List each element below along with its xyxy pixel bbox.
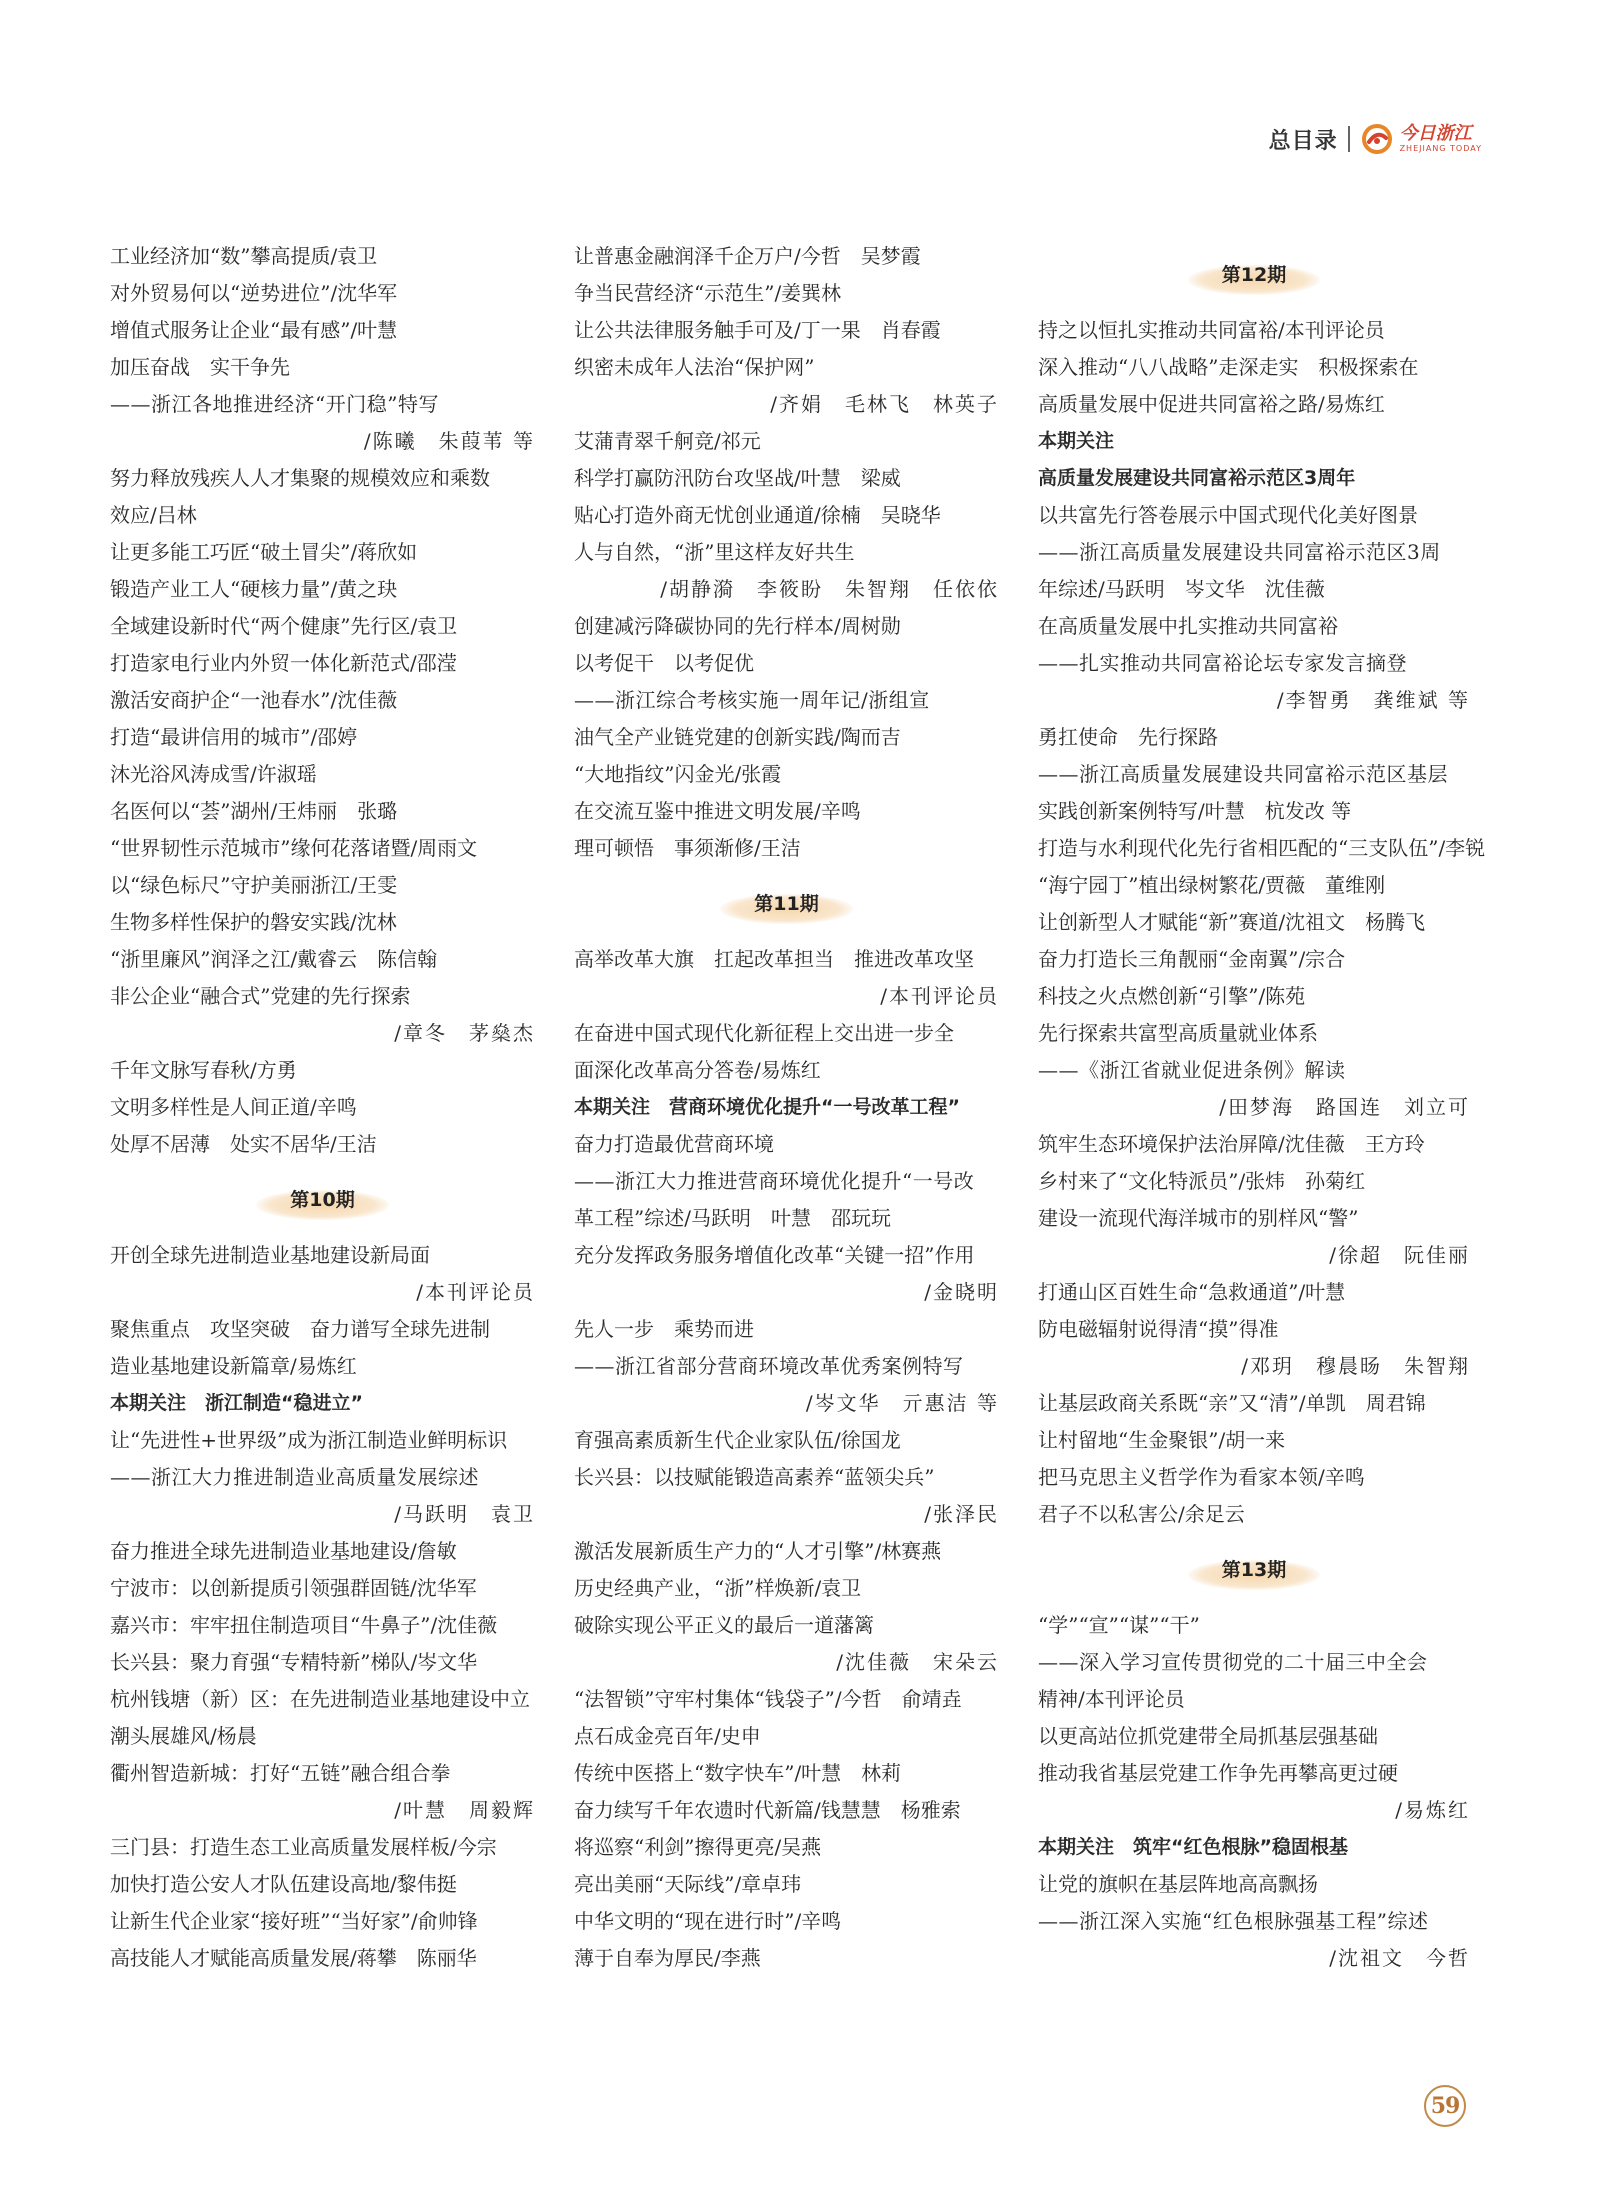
toc-entry: 处厚不居薄 处实不居华/王洁	[110, 1132, 377, 1156]
toc-entry: 长兴县：聚力育强“专精特新”梯队/岑文华	[110, 1650, 478, 1674]
toc-entry: 让村留地“生金聚银”/胡一来	[1038, 1428, 1286, 1452]
toc-entry: 精神/本刊评论员	[1038, 1687, 1185, 1711]
toc-entry: 先行探索共富型高质量就业体系	[1038, 1021, 1318, 1045]
toc-entry: 以考促干 以考促优	[574, 651, 754, 675]
toc-entry: 打造与水利现代化先行省相匹配的“三支队伍”/李锐	[1038, 836, 1486, 860]
toc-entry: 高质量发展中促进共同富裕之路/易炼红	[1038, 392, 1385, 416]
toc-entry: 革工程”综述/马跃明 叶慧 邵玩玩	[574, 1206, 891, 1230]
toc-feature-heading: 本期关注 浙江制造“稳进立”	[110, 1392, 363, 1414]
toc-entry: 传统中医搭上“数字快车”/叶慧 林莉	[574, 1761, 902, 1785]
toc-entry: 加压奋战 实干争先	[110, 355, 290, 379]
toc-entry: 理可顿悟 事须渐修/王洁	[574, 836, 801, 860]
issue-number-label: 第13期	[1188, 1554, 1320, 1586]
toc-entry: 育强高素质新生代企业家队伍/徐国龙	[574, 1428, 901, 1452]
toc-subtitle: ——浙江综合考核实施一周年记/浙组宣	[574, 688, 930, 712]
toc-entry: 让创新型人才赋能“新”赛道/沈祖文 杨腾飞	[1038, 910, 1426, 934]
toc-column-3	[1038, 238, 1486, 1977]
toc-author-line: /易炼红	[1395, 1798, 1470, 1822]
toc-entry: 奋力打造长三角靓丽“金南翼”/宗合	[1038, 947, 1346, 971]
toc-author-line: /胡静漪 李筱盼 朱智翔 任依依	[660, 577, 999, 601]
toc-entry: 亮出美丽“天际线”/章卓玮	[574, 1872, 802, 1896]
toc-entry: “世界韧性示范城市”缘何花落诸暨/周雨文	[110, 836, 478, 860]
toc-author-line: /叶慧 周毅辉	[394, 1798, 535, 1822]
toc-author-line: /沈佳薇 宋朵云	[836, 1650, 999, 1674]
toc-author-line: /陈曦 朱葭苇 等	[363, 429, 535, 453]
toc-author-line: /徐超 阮佳丽	[1329, 1243, 1470, 1267]
toc-entry: 生物多样性保护的磐安实践/沈林	[110, 910, 397, 934]
toc-entry: 衢州智造新城：打好“五链”融合组合拳	[110, 1761, 451, 1785]
toc-entry: 破除实现公平正义的最后一道藩篱	[574, 1613, 874, 1637]
issue-heading	[110, 1163, 535, 1237]
toc-subtitle: ——扎实推动共同富裕论坛专家发言摘登	[1038, 651, 1407, 675]
toc-entry: 艾蒲青翠千舸竞/祁元	[574, 429, 761, 453]
toc-entry: 以“绿色标尺”守护美丽浙江/王雯	[110, 873, 398, 897]
toc-entry: 持之以恒扎实推动共同富裕/本刊评论员	[1038, 318, 1385, 342]
toc-entry: 对外贸易何以“逆势进位”/沈华军	[110, 281, 398, 305]
toc-entry: 聚焦重点 攻坚突破 奋力谱写全球先进制	[110, 1317, 490, 1341]
toc-entry: 开创全球先进制造业基地建设新局面	[110, 1243, 430, 1267]
toc-entry: 沐光浴风涛成雪/许淑瑶	[110, 762, 317, 786]
toc-author-line: /沈祖文 今哲	[1329, 1946, 1470, 1970]
toc-entry: 君子不以私害公/余足云	[1038, 1502, 1245, 1526]
toc-entry: “浙里廉风”润泽之江/戴睿云 陈信翰	[110, 947, 438, 971]
toc-entry: 让党的旗帜在基层阵地高高飘扬	[1038, 1872, 1318, 1896]
toc-feature-heading: 本期关注	[1038, 430, 1115, 452]
toc-entry: 科技之火点燃创新“引擎”/陈苑	[1038, 984, 1306, 1008]
toc-author-line: /张泽民	[924, 1502, 999, 1526]
toc-subtitle: ——浙江大力推进营商环境优化提升“一号改	[574, 1169, 975, 1193]
toc-entry: 增值式服务让企业“最有感”/叶慧	[110, 318, 398, 342]
toc-entry: 科学打赢防汛防台攻坚战/叶慧 梁威	[574, 466, 901, 490]
toc-entry: 在奋进中国式现代化新征程上交出进一步全	[574, 1021, 954, 1045]
magazine-logo	[1360, 122, 1482, 156]
toc-entry: 织密未成年人法治“保护网”	[574, 355, 815, 379]
toc-entry: 工业经济加“数”攀高提质/袁卫	[110, 244, 378, 268]
toc-entry: 以更高站位抓党建带全局抓基层强基础	[1038, 1724, 1378, 1748]
toc-entry: 造业基地建设新篇章/易炼红	[110, 1354, 357, 1378]
toc-column-2	[574, 238, 999, 1977]
toc-entry: 充分发挥政务服务增值化改革“关键一招”作用	[574, 1243, 975, 1267]
page-number: 59	[1424, 2085, 1466, 2127]
toc-subtitle: ——浙江高质量发展建设共同富裕示范区3周	[1038, 540, 1441, 564]
issue-heading	[1038, 1533, 1470, 1607]
toc-entry: 效应/吕林	[110, 503, 197, 527]
toc-entry: 非公企业“融合式”党建的先行探索	[110, 984, 411, 1008]
toc-subtitle: ——浙江大力推进制造业高质量发展综述	[110, 1465, 479, 1489]
header-divider	[1348, 126, 1350, 152]
toc-entry: 高技能人才赋能高质量发展/蒋攀 陈丽华	[110, 1946, 477, 1970]
toc-entry: 奋力推进全球先进制造业基地建设/詹敏	[110, 1539, 457, 1563]
page-header	[1269, 122, 1482, 156]
toc-entry: 贴心打造外商无忧创业通道/徐楠 吴晓华	[574, 503, 941, 527]
toc-entry: 年综述/马跃明 岑文华 沈佳薇	[1038, 577, 1325, 601]
toc-author-line: /岑文华 亓惠洁 等	[805, 1391, 999, 1415]
toc-entry: 高举改革大旗 扛起改革担当 推进改革攻坚	[574, 947, 974, 971]
toc-entry: 面深化改革高分答卷/易炼红	[574, 1058, 821, 1082]
toc-entry: 让新生代企业家“接好班”“当好家”/俞帅锋	[110, 1909, 478, 1933]
toc-author-line: /马跃明 袁卫	[394, 1502, 535, 1526]
toc-entry: 激活发展新质生产力的“人才引擎”/林赛燕	[574, 1539, 942, 1563]
issue-number-label: 第12期	[1188, 259, 1320, 291]
toc-entry: 乡村来了“文化特派员”/张炜 孙菊红	[1038, 1169, 1366, 1193]
toc-entry: 将巡察“利剑”擦得更亮/吴燕	[574, 1835, 822, 1859]
toc-entry: 长兴县：以技赋能锻造高素养“蓝领尖兵”	[574, 1465, 935, 1489]
toc-entry: 激活安商护企“一池春水”/沈佳薇	[110, 688, 398, 712]
header-title: 总目录	[1268, 128, 1338, 154]
toc-entry: 建设一流现代海洋城市的别样风“警”	[1038, 1206, 1359, 1230]
toc-entry: 把马克思主义哲学作为看家本领/辛鸣	[1038, 1465, 1365, 1489]
toc-entry: 打造“最讲信用的城市”/邵婷	[110, 725, 358, 749]
toc-entry: “学”“宣”“谋”“干”	[1038, 1613, 1200, 1637]
toc-entry: 让普惠金融润泽千企万户/今哲 吴梦霞	[574, 244, 921, 268]
toc-entry: 文明多样性是人间正道/辛鸣	[110, 1095, 357, 1119]
toc-entry: 点石成金亮百年/史申	[574, 1724, 761, 1748]
issue-heading	[1038, 238, 1470, 312]
toc-author-line: /金晓明	[924, 1280, 999, 1304]
toc-subtitle: ——浙江高质量发展建设共同富裕示范区基层	[1038, 762, 1448, 786]
toc-entry: 中华文明的“现在进行时”/辛鸣	[574, 1909, 842, 1933]
toc-entry: “大地指纹”闪金光/张霞	[574, 762, 782, 786]
toc-author-line: /本刊评论员	[880, 984, 999, 1008]
toc-entry: 在高质量发展中扎实推动共同富裕	[1038, 614, 1338, 638]
toc-author-line: /章冬 茅燊杰	[394, 1021, 535, 1045]
toc-entry: 三门县：打造生态工业高质量发展样板/今宗	[110, 1835, 497, 1859]
toc-entry: 争当民营经济“示范生”/姜巽林	[574, 281, 842, 305]
issue-number-label: 第10期	[256, 1184, 388, 1216]
toc-feature-heading: 本期关注 营商环境优化提升“一号改革工程”	[574, 1096, 960, 1118]
toc-entry: 筑牢生态环境保护法治屏障/沈佳薇 王方玲	[1038, 1132, 1425, 1156]
toc-entry: 以共富先行答卷展示中国式现代化美好图景	[1038, 503, 1418, 527]
toc-author-line: /本刊评论员	[416, 1280, 535, 1304]
toc-subtitle: ——浙江深入实施“红色根脉强基工程”综述	[1038, 1909, 1429, 1933]
toc-entry: 实践创新案例特写/叶慧 杭发改 等	[1038, 799, 1352, 823]
toc-entry: 薄于自奉为厚民/李燕	[574, 1946, 761, 1970]
toc-subtitle: ——深入学习宣传贯彻党的二十届三中全会	[1038, 1650, 1428, 1674]
toc-entry: 油气全产业链党建的创新实践/陶而吉	[574, 725, 901, 749]
toc-entry: “海宁园丁”植出绿树繁花/贾薇 董维刚	[1038, 873, 1386, 897]
toc-entry: 深入推动“八八战略”走深走实 积极探索在	[1038, 355, 1419, 379]
issue-heading	[574, 867, 999, 941]
toc-entry: 名医何以“荟”湖州/王炜丽 张璐	[110, 799, 398, 823]
toc-author-line: /李智勇 龚维斌 等	[1276, 688, 1470, 712]
toc-entry: 在交流互鉴中推进文明发展/辛鸣	[574, 799, 861, 823]
toc-entry: 奋力打造最优营商环境	[574, 1132, 774, 1156]
toc-entry: 加快打造公安人才队伍建设高地/黎伟挺	[110, 1872, 457, 1896]
toc-author-line: /田梦海 路国连 刘立可	[1219, 1095, 1470, 1119]
toc-entry: 推动我省基层党建工作争先再攀高更过硬	[1038, 1761, 1398, 1785]
toc-subtitle: ——浙江省部分营商环境改革优秀案例特写	[574, 1354, 964, 1378]
toc-entry: 打通山区百姓生命“急救通道”/叶慧	[1038, 1280, 1346, 1304]
logo-text: 今日浙江	[1399, 123, 1472, 144]
toc-column-1	[110, 238, 535, 1977]
logo-subtext: ZHEJIANG TODAY	[1399, 144, 1482, 153]
toc-entry: 杭州钱塘（新）区：在先进制造业基地建设中立	[110, 1687, 530, 1711]
toc-entry: 努力释放残疾人人才集聚的规模效应和乘数	[110, 466, 490, 490]
toc-entry: 让基层政商关系既“亲”又“清”/单凯 周君锦	[1038, 1391, 1426, 1415]
toc-subtitle: ——《浙江省就业促进条例》解读	[1038, 1058, 1346, 1082]
toc-entry: 奋力续写千年农遗时代新篇/钱慧慧 杨雅索	[574, 1798, 961, 1822]
issue-number-label: 第11期	[720, 888, 852, 920]
toc-entry: 锻造产业工人“硬核力量”/黄之玦	[110, 577, 398, 601]
toc-entry: 防电磁辐射说得清“摸”得准	[1038, 1317, 1279, 1341]
toc-feature-heading: 本期关注 筑牢“红色根脉”稳固根基	[1038, 1836, 1348, 1858]
toc-entry: 千年文脉写春秋/方勇	[110, 1058, 297, 1082]
toc-entry: 全域建设新时代“两个健康”先行区/袁卫	[110, 614, 458, 638]
toc-entry: 勇扛使命 先行探路	[1038, 725, 1218, 749]
toc-entry: 宁波市：以创新提质引领强群固链/沈华军	[110, 1576, 477, 1600]
toc-subtitle: ——浙江各地推进经济“开门稳”特写	[110, 392, 439, 416]
toc-entry: 让“先进性+世界级”成为浙江制造业鲜明标识	[110, 1428, 508, 1452]
logo-swirl-icon	[1360, 122, 1394, 156]
toc-entry: 嘉兴市：牢牢扭住制造项目“牛鼻子”/沈佳薇	[110, 1613, 498, 1637]
toc-entry: 创建减污降碳协同的先行样本/周树勋	[574, 614, 901, 638]
toc-entry: 打造家电行业内外贸一体化新范式/邵滢	[110, 651, 457, 675]
toc-entry: 先人一步 乘势而进	[574, 1317, 754, 1341]
toc-entry: 历史经典产业，“浙”样焕新/袁卫	[574, 1576, 862, 1600]
toc-feature-heading: 高质量发展建设共同富裕示范区3周年	[1038, 467, 1356, 489]
toc-entry: 潮头展雄风/杨晨	[110, 1724, 257, 1748]
toc-author-line: /邓玥 穆晨旸 朱智翔	[1241, 1354, 1470, 1378]
toc-entry: 让更多能工巧匠“破土冒尖”/蒋欣如	[110, 540, 418, 564]
toc-author-line: /齐娟 毛林飞 林英子	[770, 392, 999, 416]
toc-entry: “法智锁”守牢村集体“钱袋子”/今哲 俞靖垚	[574, 1687, 962, 1711]
toc-entry: 让公共法律服务触手可及/丁一果 肖春霞	[574, 318, 941, 342]
toc-entry: 人与自然，“浙”里这样友好共生	[574, 540, 855, 564]
